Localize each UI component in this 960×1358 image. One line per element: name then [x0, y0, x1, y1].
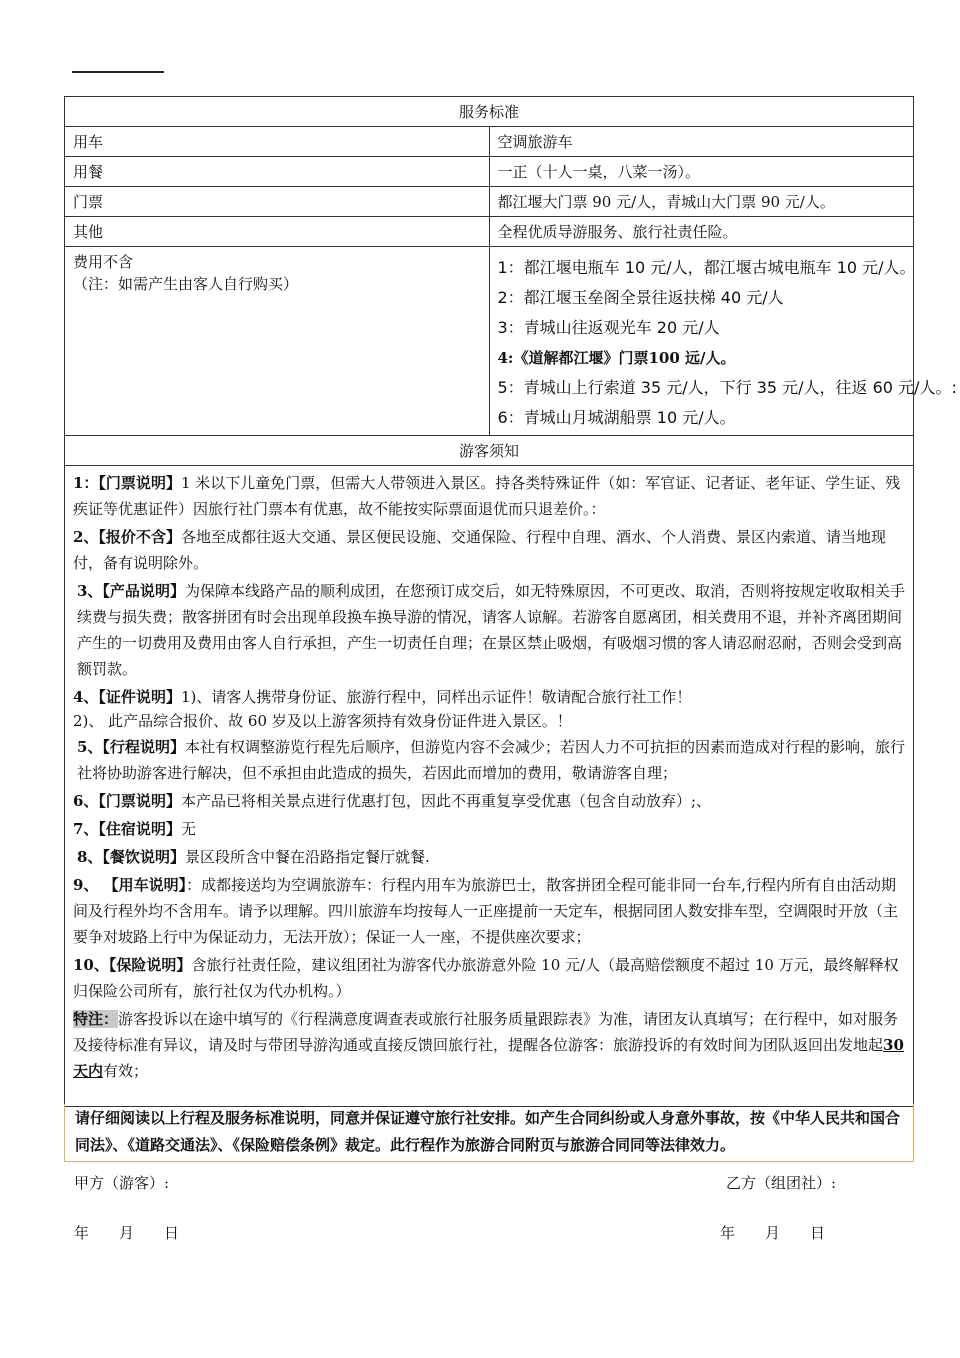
notice-item [73, 872, 905, 950]
row-key: 其他 [65, 217, 490, 247]
notice-item [73, 470, 905, 522]
notice-text: ：成都接送均为空调旅游车：行程内用车为旅游巴士，散客拼团全程可能非同一台车,行程内所有自由活动期间及行程外均不含用车。请予以理解。四川旅游车均按每人一正座提前一天定车，根据同团人数安排车型，空调限时开放（主要争对坡路上行中为保证动力，无法开放）；保证一人一座，不提供座次要求； [73, 876, 899, 946]
special-note [73, 1006, 905, 1084]
special-days: 30 天内 [73, 1036, 904, 1080]
notice-item [73, 788, 905, 814]
notice-text: 含旅行社责任险，建议组团社为游客代办旅游意外险 10 元/人（最高赔偿额度不超过 10 万元，最终解释权归保险公司所有，旅行社仅为代办机构。） [73, 956, 899, 1000]
excluded-item: 6：青城山月城湖船票 10 元/人。 [497, 408, 736, 427]
notice-title: 4、【证件说明】 [73, 688, 181, 706]
excluded-note: （注：如需产生由客人自行购买） [73, 275, 299, 293]
agreement-statement: 请仔细阅读以上行程及服务标准说明，同意并保证遵守旅行社安排。如产生合同纠纷或人身意外事故，按《中华人民共和国合同法》、《道路交通法》、《保险赔偿条例》裁定。此行程作为旅游合同附页与旅游合同同等法律效力。 [64, 1104, 914, 1162]
excluded-label: 费用不含 [73, 253, 134, 271]
notice-title: 7、【住宿说明】 [73, 820, 181, 838]
party-a-date: 年 月 日 [74, 1224, 180, 1242]
notice-title: 10、【保险说明】 [73, 956, 192, 974]
notice-title: 2、【报价不含】 [73, 528, 181, 546]
row-key: 门票 [65, 187, 490, 217]
itinerary-table [64, 96, 957, 1107]
notice-title: 1：【门票说明】 [73, 474, 181, 492]
notice-text: 各地至成都往返大交通、景区便民设施、交通保险、行程中自理、酒水、个人消费、景区内索道、请当地现付，备有说明除外。 [73, 528, 886, 572]
row-value: 都江堰大门票 90 元/人，青城山大门票 90 元/人。 [489, 187, 914, 217]
excluded-item: 4:《道解都江堰》门票100 远/人。 [497, 349, 736, 367]
row-value: 空调旅游车 [489, 127, 914, 157]
notice-text: 为保障本线路产品的顺利成团，在您预订成交后，如无特殊原因，不可更改、取消，否则将按规定收取相关手续费与损失费；散客拼团有时会出现单段换车换导游的情况，请客人谅解。若游客自愿离团，相关费用不退，并补齐离团期间产生的一切费用及费用由客人自行承担，产生一切责任自理；在景区禁止吸烟，有吸烟习惯的客人请忍耐忍耐，否则会受到高额罚款。 [77, 582, 905, 678]
row-key: 用餐 [65, 157, 490, 187]
notice-header: 游客须知 [65, 436, 914, 466]
service-row-excluded [65, 247, 914, 436]
service-row-meal [65, 157, 914, 187]
excluded-item: 1：都江堰电瓶车 10 元/人，都江堰古城电瓶车 10 元/人。 [497, 258, 916, 277]
party-b-date: 年 月 日 [720, 1224, 826, 1242]
service-row-ticket [65, 187, 914, 217]
excluded-item: 2：都江堰玉垒阁全景往返扶梯 40 元/人 [497, 288, 784, 307]
notice-item [73, 844, 905, 870]
notice-title: 8、【餐饮说明】 [77, 848, 185, 866]
notice-text: 1)、请客人携带身份证、旅游行程中，同样出示证件！敬请配合旅行社工作！ [180, 688, 692, 706]
excluded-item: 3：青城山往返观光车 20 元/人 [497, 318, 720, 337]
notice-text: 本产品已将相关景点进行优惠打包，因此不再重复享受优惠（包含自动放弃）;、 [180, 792, 712, 810]
party-b-label: 乙方（组团社）: [726, 1174, 837, 1192]
notice-item [73, 952, 905, 1004]
notice-title: 6、【门票说明】 [73, 792, 181, 810]
excluded-item: 5：青城山上行索道 35 元/人，下行 35 元/人，往返 60 元/人。: [497, 378, 957, 397]
row-key: 用车 [65, 127, 490, 157]
notice-item [73, 684, 905, 710]
notice-body [65, 466, 914, 1107]
notice-text: 无 [180, 820, 196, 838]
header-rule [72, 71, 164, 73]
notice-text: 景区段所含中餐在沿路指定餐厅就餐. [184, 848, 430, 866]
notice-item [73, 816, 905, 842]
notice-item [73, 578, 905, 682]
notice-title: 3、【产品说明】 [77, 582, 185, 600]
row-value: 一正（十人一桌，八菜一汤）。 [489, 157, 914, 187]
excluded-key [65, 247, 490, 436]
special-text: 游客投诉以在途中填写的《行程满意度调查表或旅行社服务质量跟踪表》为准，请团友认真填写；在行程中，如对服务及接待标准有异议，请及时与带团导游沟通或直接反馈回旅行社，提醒各位游客：旅游投诉的有效时间为团队返回出发地起 [73, 1010, 899, 1054]
notice-text: 本社有权调整游览行程先后顺序，但游览内容不会减少；若因人力不可抗拒的因素而造成对行程的影响，旅行社将协助游客进行解决，但不承担由此造成的损失，若因此而增加的费用，敬请游客自理； [77, 738, 905, 782]
excluded-list [489, 247, 957, 436]
party-a-label: 甲方（游客）: [74, 1174, 170, 1192]
notice-item [73, 524, 905, 576]
row-value: 全程优质导游服务、旅行社责任险。 [489, 217, 914, 247]
notice-item-extra: 2)、 此产品综合报价、故 60 岁及以上游客须持有效身份证件进入景区。！ [73, 712, 572, 730]
service-standard-header: 服务标准 [65, 97, 914, 127]
notice-item [73, 734, 905, 786]
notice-text: 1 米以下儿童免门票，但需大人带领进入景区。持各类特殊证件（如：军官证、记者证、老年证、学生证、残疾证等优惠证件）因旅行社门票本有优惠，故不能按实际票面退优而只退差价。： [73, 474, 901, 518]
notice-title: 5、【行程说明】 [77, 738, 185, 756]
service-row-other [65, 217, 914, 247]
service-row-car [65, 127, 914, 157]
special-label: 特注： [73, 1010, 119, 1028]
special-text-end: 有效； [103, 1062, 149, 1080]
notice-title: 9、 【用车说明】 [73, 876, 187, 894]
